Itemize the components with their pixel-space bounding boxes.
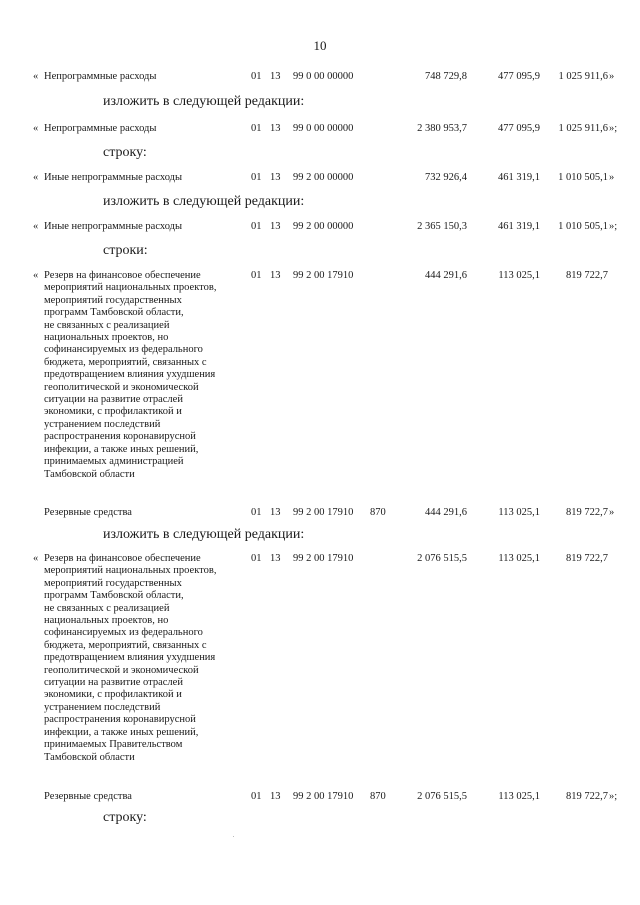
name-line: мероприятий государственных — [44, 577, 182, 589]
subsection-code: 13 — [270, 553, 281, 564]
value-year-2: 477 095,9 — [498, 123, 540, 134]
value-year-3: 1 025 911,6 — [558, 123, 608, 134]
name-line: национальных проектов, но — [44, 615, 169, 627]
instruction-text: строку: — [103, 810, 147, 825]
name-line: мероприятий национальных проектов, — [44, 282, 217, 294]
expense-type-code: 870 — [370, 507, 386, 518]
row-name: Непрограммные расходы — [44, 123, 157, 134]
name-line: устранением последствий — [44, 701, 161, 713]
instruction-text: строки: — [103, 243, 148, 258]
name-line: программ Тамбовской области, — [44, 590, 184, 602]
section-code: 01 — [251, 71, 262, 82]
name-line: мероприятий государственных — [44, 294, 182, 306]
instruction-text: строку: — [103, 145, 147, 160]
name-line: экономики, с профилактикой и — [44, 406, 182, 418]
name-line: принимаемых Правительством — [44, 739, 183, 751]
name-line: геополитической и экономической — [44, 381, 199, 393]
subsection-code: 13 — [270, 270, 281, 281]
open-quote: « — [33, 270, 39, 281]
target-article-code: 99 0 00 00000 — [293, 123, 354, 134]
name-line: принимаемых администрацией — [44, 456, 184, 468]
name-line: Тамбовской области — [44, 751, 135, 763]
value-year-1: 2 076 515,5 — [417, 553, 467, 564]
open-quote: « — [33, 553, 39, 564]
name-line: распространения коронавирусной — [44, 431, 196, 443]
open-quote: « — [33, 172, 39, 183]
value-year-2: 461 319,1 — [498, 221, 540, 232]
subsection-code: 13 — [270, 791, 281, 802]
close-quote: »; — [609, 791, 618, 802]
target-article-code: 99 2 00 17910 — [293, 507, 354, 518]
name-line: инфекции, а также иных решений, — [44, 726, 199, 738]
name-line: софинансируемых из федерального — [44, 627, 203, 639]
subsection-code: 13 — [270, 221, 281, 232]
open-quote: « — [33, 123, 39, 134]
value-year-2: 477 095,9 — [498, 71, 540, 82]
target-article-code: 99 2 00 17910 — [293, 270, 354, 281]
name-line: инфекции, а также иных решений, — [44, 443, 199, 455]
row-name: Резервные средства — [44, 507, 132, 518]
section-code: 01 — [251, 221, 262, 232]
value-year-2: 113 025,1 — [498, 507, 540, 518]
name-line: Тамбовской области — [44, 468, 135, 480]
table-row-reserve-block — [0, 270, 640, 502]
target-article-code: 99 2 00 17910 — [293, 791, 354, 802]
instruction-text: изложить в следующей редакции: — [103, 94, 305, 109]
name-line: ситуации на развитие отраслей — [44, 394, 183, 406]
subsection-code: 13 — [270, 507, 281, 518]
value-year-1: 2 380 953,7 — [417, 123, 467, 134]
instruction-text: изложить в следующей редакции: — [103, 194, 305, 209]
close-quote: » — [609, 71, 615, 82]
name-line: экономики, с профилактикой и — [44, 689, 182, 701]
name-line: национальных проектов, но — [44, 332, 169, 344]
table-row-reserve-block — [0, 553, 640, 785]
open-quote: « — [33, 71, 39, 82]
name-line: бюджета, мероприятий, связанных с — [44, 356, 207, 368]
value-year-1: 2 365 150,3 — [417, 221, 467, 232]
row-name: Иные непрограммные расходы — [44, 172, 183, 183]
section-code: 01 — [251, 791, 262, 802]
name-line: не связанных с реализацией — [44, 602, 170, 614]
target-article-code: 99 2 00 00000 — [293, 172, 354, 183]
scan-speck — [233, 836, 234, 837]
value-year-3: 1 010 505,1 — [558, 172, 608, 183]
name-line: Резерв на финансовое обеспечение — [44, 270, 201, 281]
value-year-3: 819 722,7 — [566, 553, 608, 564]
name-line: ситуации на развитие отраслей — [44, 677, 183, 689]
value-year-3: 819 722,7 — [566, 507, 608, 518]
value-year-2: 461 319,1 — [498, 172, 540, 183]
name-line: предотвращением влияния ухудшения — [44, 369, 216, 381]
page-number: 10 — [313, 38, 327, 53]
row-name: Иные непрограммные расходы — [44, 221, 183, 232]
value-year-1: 2 076 515,5 — [417, 791, 467, 802]
name-line: геополитической и экономической — [44, 664, 199, 676]
value-year-3: 819 722,7 — [566, 270, 608, 281]
name-line: устранением последствий — [44, 418, 161, 430]
name-line: программ Тамбовской области, — [44, 307, 184, 319]
value-year-3: 819 722,7 — [566, 791, 608, 802]
section-code: 01 — [251, 270, 262, 281]
subsection-code: 13 — [270, 123, 281, 134]
section-code: 01 — [251, 172, 262, 183]
value-year-3: 1 025 911,6 — [558, 71, 608, 82]
value-year-1: 748 729,8 — [425, 71, 467, 82]
section-code: 01 — [251, 553, 262, 564]
value-year-1: 732 926,4 — [425, 172, 467, 183]
open-quote: « — [33, 221, 39, 232]
name-line: Резерв на финансовое обеспечение — [44, 553, 201, 564]
target-article-code: 99 2 00 00000 — [293, 221, 354, 232]
name-line: софинансируемых из федерального — [44, 344, 203, 356]
name-line: не связанных с реализацией — [44, 319, 170, 331]
value-year-2: 113 025,1 — [498, 270, 540, 281]
target-article-code: 99 0 00 00000 — [293, 71, 354, 82]
value-year-2: 113 025,1 — [498, 791, 540, 802]
row-name: Резервные средства — [44, 791, 132, 802]
value-year-3: 1 010 505,1 — [558, 221, 608, 232]
subsection-code: 13 — [270, 172, 281, 183]
close-quote: »; — [609, 221, 618, 232]
row-name: Непрограммные расходы — [44, 71, 157, 82]
close-quote: » — [609, 507, 615, 518]
section-code: 01 — [251, 123, 262, 134]
section-code: 01 — [251, 507, 262, 518]
value-year-1: 444 291,6 — [425, 507, 467, 518]
target-article-code: 99 2 00 17910 — [293, 553, 354, 564]
name-line: распространения коронавирусной — [44, 714, 196, 726]
value-year-1: 444 291,6 — [425, 270, 467, 281]
instruction-text: изложить в следующей редакции: — [103, 527, 305, 542]
close-quote: »; — [609, 123, 618, 134]
expense-type-code: 870 — [370, 791, 386, 802]
subsection-code: 13 — [270, 71, 281, 82]
name-line: предотвращением влияния ухудшения — [44, 652, 216, 664]
name-line: бюджета, мероприятий, связанных с — [44, 639, 207, 651]
close-quote: » — [609, 172, 615, 183]
name-line: мероприятий национальных проектов, — [44, 565, 217, 577]
value-year-2: 113 025,1 — [498, 553, 540, 564]
